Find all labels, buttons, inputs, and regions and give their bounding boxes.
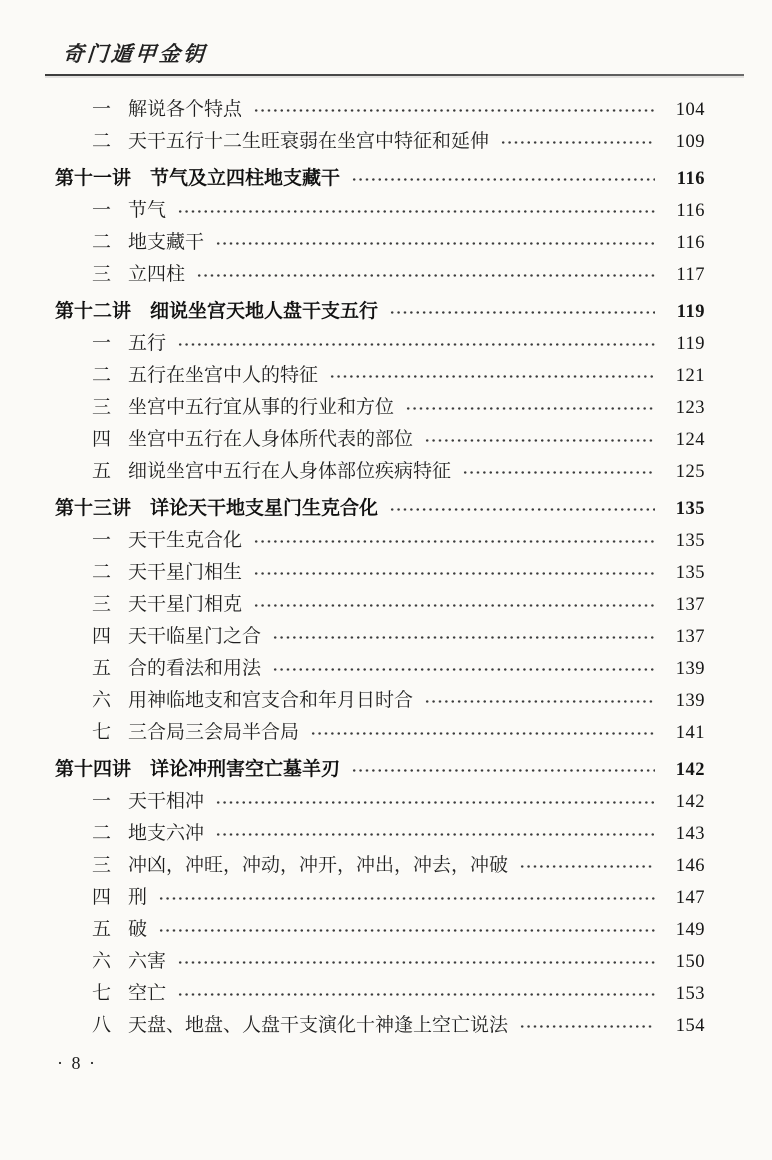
toc-entry-number: 二	[92, 365, 112, 386]
toc-entry-page: 149	[675, 920, 705, 940]
toc-entry-title: 三合局三会局半合局	[128, 722, 300, 743]
dot-leader	[158, 921, 655, 940]
toc-entry-title: 细说坐宫天地人盘干支五行	[150, 301, 379, 322]
toc-entry-page: 143	[675, 824, 705, 844]
toc-entry-number: 七	[92, 722, 112, 743]
toc-entry-number: 一	[92, 530, 112, 551]
toc-entry-number: 三	[92, 855, 112, 876]
toc-entry-page: 104	[675, 100, 705, 120]
toc-entry-page: 119	[676, 302, 705, 322]
toc-sub-entry	[55, 818, 705, 850]
toc-entry-page: 109	[675, 132, 705, 152]
running-header-title: 奇门遁甲金钥	[62, 42, 208, 66]
toc-entry-title: 空亡	[128, 983, 167, 1004]
toc-entry-page: 153	[675, 984, 705, 1004]
dot-leader	[177, 335, 655, 354]
dot-leader	[215, 825, 655, 844]
dot-leader	[389, 500, 655, 519]
toc-entry-page: 142	[675, 792, 705, 812]
toc-sub-entry	[55, 328, 705, 360]
dot-leader	[351, 170, 655, 189]
toc-entry-number: 第十四讲	[55, 759, 132, 780]
toc-entry-number: 二	[92, 131, 112, 152]
toc-entry-title: 节气	[128, 200, 167, 221]
toc-sub-entry	[55, 653, 705, 685]
toc-entry-number: 一	[92, 99, 112, 120]
toc-sub-entry	[55, 424, 705, 456]
toc-entry-number: 四	[92, 429, 112, 450]
toc-sub-entry	[55, 259, 705, 291]
toc-entry-number: 二	[92, 232, 112, 253]
toc-entry-page: 146	[675, 856, 705, 876]
toc-entry-page: 119	[676, 334, 705, 354]
toc-entry-title: 五行在坐宫中人的特征	[128, 365, 319, 386]
toc-sub-entry	[55, 557, 705, 589]
toc-entry-number: 三	[92, 397, 112, 418]
toc-entry-title: 详论天干地支星门生克合化	[150, 498, 379, 519]
dot-leader	[500, 133, 655, 152]
toc-sub-entry	[55, 978, 705, 1010]
toc-entry-title: 天干星门相生	[128, 562, 243, 583]
dot-leader	[329, 367, 655, 386]
toc-entry-number: 六	[92, 951, 112, 972]
toc-sub-entry	[55, 360, 705, 392]
toc-entry-page: 124	[675, 430, 705, 450]
dot-leader	[519, 857, 655, 876]
toc-sub-entry	[55, 914, 705, 946]
toc-entry-number: 五	[92, 919, 112, 940]
toc-entry-number: 第十一讲	[55, 168, 132, 189]
toc-entry-title: 详论冲刑害空亡墓羊刃	[150, 759, 341, 780]
toc-sub-entry	[55, 589, 705, 621]
toc-entry-number: 四	[92, 626, 112, 647]
dot-leader	[272, 628, 655, 647]
dot-leader	[253, 532, 655, 551]
toc-entry-title: 解说各个特点	[128, 99, 243, 120]
toc-entry-page: 135	[675, 499, 705, 519]
toc-entry-title: 天盘、地盘、人盘干支演化十神逢上空亡说法	[128, 1015, 509, 1036]
toc-sub-entry	[55, 621, 705, 653]
toc-entry-page: 154	[675, 1016, 705, 1036]
toc-entry-title: 天干生克合化	[128, 530, 243, 551]
dot-leader	[424, 692, 655, 711]
toc-entry-number: 第十三讲	[55, 498, 132, 519]
toc-entry-page: 116	[676, 233, 705, 253]
toc-entry-number: 二	[92, 562, 112, 583]
toc-sub-entry	[55, 717, 705, 749]
toc-entry-page: 121	[675, 366, 705, 386]
dot-leader	[177, 202, 655, 221]
toc-sub-entry	[55, 94, 705, 126]
toc-entry-title: 破	[128, 919, 148, 940]
toc-entry-title: 刑	[128, 887, 148, 908]
toc-entry-title: 合的看法和用法	[128, 658, 262, 679]
toc-entry-title: 地支藏干	[128, 232, 205, 253]
dot-leader	[405, 399, 655, 418]
header-rule	[45, 74, 744, 76]
toc-entry-number: 七	[92, 983, 112, 1004]
dot-leader	[462, 463, 655, 482]
dot-leader	[424, 431, 655, 450]
toc-sub-entry	[55, 227, 705, 259]
toc-sub-entry	[55, 126, 705, 158]
toc-chapter-entry	[55, 296, 705, 328]
toc-sub-entry	[55, 786, 705, 818]
dot-leader	[253, 101, 655, 120]
toc-entry-number: 三	[92, 264, 112, 285]
toc-entry-title: 天干临星门之合	[128, 626, 262, 647]
toc-entry-number: 一	[92, 333, 112, 354]
toc-entry-number: 六	[92, 690, 112, 711]
toc-entry-page: 135	[675, 563, 705, 583]
toc-sub-entry	[55, 525, 705, 557]
toc-entry-page: 139	[675, 659, 705, 679]
toc-entry-number: 四	[92, 887, 112, 908]
toc-entry-number: 一	[92, 791, 112, 812]
toc-entry-title: 用神临地支和宫支合和年月日时合	[128, 690, 414, 711]
toc-entry-page: 147	[675, 888, 705, 908]
toc-chapter-entry	[55, 754, 705, 786]
toc-entry-page: 135	[675, 531, 705, 551]
dot-leader	[196, 266, 655, 285]
toc-list	[55, 94, 705, 1042]
toc-entry-title: 天干相冲	[128, 791, 205, 812]
dot-leader	[351, 761, 655, 780]
toc-entry-title: 五行	[128, 333, 167, 354]
toc-entry-number: 三	[92, 594, 112, 615]
toc-entry-page: 137	[675, 627, 705, 647]
toc-entry-title: 细说坐宫中五行在人身体部位疾病特征	[128, 461, 452, 482]
toc-entry-page: 123	[675, 398, 705, 418]
toc-chapter-entry	[55, 163, 705, 195]
dot-leader	[158, 889, 655, 908]
dot-leader	[215, 234, 655, 253]
toc-sub-entry	[55, 882, 705, 914]
page-number-footer: · 8 ·	[57, 1053, 97, 1073]
toc-entry-number: 第十二讲	[55, 301, 132, 322]
dot-leader	[177, 953, 655, 972]
toc-entry-page: 117	[676, 265, 705, 285]
toc-chapter-entry	[55, 493, 705, 525]
toc-entry-page: 137	[675, 595, 705, 615]
dot-leader	[310, 724, 655, 743]
dot-leader	[389, 303, 655, 322]
toc-entry-page: 142	[675, 760, 705, 780]
dot-leader	[177, 985, 655, 1004]
toc-sub-entry	[55, 850, 705, 882]
toc-entry-page: 116	[676, 169, 705, 189]
toc-entry-title: 坐宫中五行在人身体所代表的部位	[128, 429, 414, 450]
toc-entry-number: 五	[92, 658, 112, 679]
toc-entry-number: 一	[92, 200, 112, 221]
dot-leader	[253, 564, 655, 583]
toc-entry-title: 节气及立四柱地支藏干	[150, 168, 341, 189]
toc-entry-number: 八	[92, 1015, 112, 1036]
dot-leader	[215, 793, 655, 812]
toc-entry-page: 139	[675, 691, 705, 711]
toc-sub-entry	[55, 685, 705, 717]
toc-entry-title: 坐宫中五行宜从事的行业和方位	[128, 397, 395, 418]
toc-entry-number: 五	[92, 461, 112, 482]
toc-sub-entry	[55, 392, 705, 424]
toc-entry-title: 六害	[128, 951, 167, 972]
toc-entry-page: 141	[675, 723, 705, 743]
toc-sub-entry	[55, 456, 705, 488]
toc-sub-entry	[55, 195, 705, 227]
dot-leader	[519, 1017, 655, 1036]
toc-sub-entry	[55, 1010, 705, 1042]
toc-entry-number: 二	[92, 823, 112, 844]
dot-leader	[272, 660, 655, 679]
toc-entry-page: 125	[675, 462, 705, 482]
toc-entry-title: 天干五行十二生旺衰弱在坐宫中特征和延伸	[128, 131, 490, 152]
toc-entry-page: 150	[675, 952, 705, 972]
dot-leader	[253, 596, 655, 615]
toc-entry-title: 立四柱	[128, 264, 186, 285]
toc-entry-page: 116	[676, 201, 705, 221]
toc-entry-title: 冲凶，冲旺，冲动，冲开，冲出，冲去，冲破	[128, 855, 509, 876]
toc-sub-entry	[55, 946, 705, 978]
toc-entry-title: 天干星门相克	[128, 594, 243, 615]
toc-entry-title: 地支六冲	[128, 823, 205, 844]
